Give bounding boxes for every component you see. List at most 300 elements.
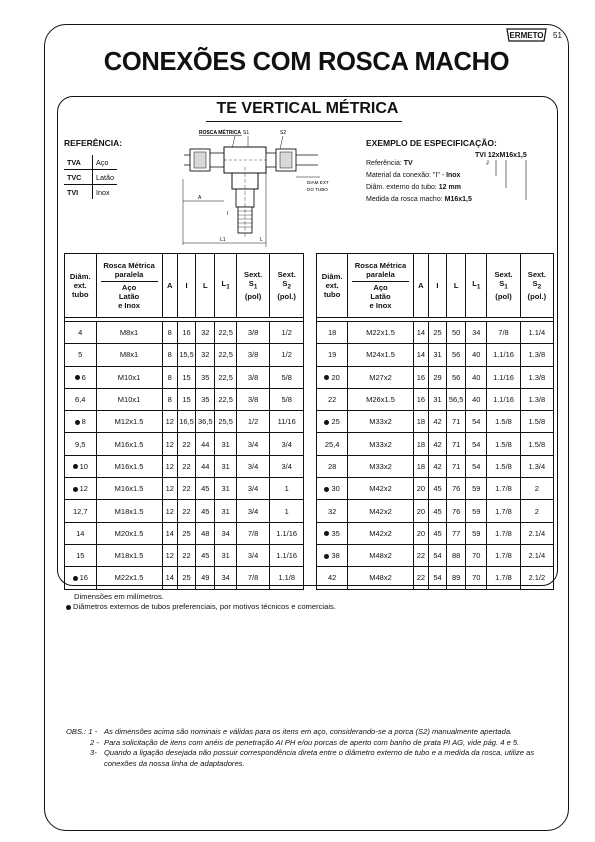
- header-a: A: [413, 254, 428, 318]
- cell-thread: M20x1.5: [96, 522, 162, 544]
- example-line-label: Material da conexão: "I" -: [366, 172, 447, 179]
- cell-s1: 3/4: [236, 433, 270, 455]
- observation-text: Para solicitação de itens com anéis de penetração AI PH e/ou porcas de aperto com banho de prata PI AG, vide pág. 4 e 5.: [104, 737, 520, 747]
- cell-l: 50: [447, 322, 466, 344]
- cell-a: 20: [413, 478, 428, 500]
- drawing-label-s1: S1: [243, 130, 250, 136]
- cell-i: 25: [177, 567, 195, 589]
- cell-a: 22: [413, 567, 428, 589]
- cell-thread: M42x2: [348, 500, 414, 522]
- header-i: I: [177, 254, 195, 318]
- cell-thread: M16x1.5: [96, 433, 162, 455]
- cell-s2: 1.1/4: [520, 322, 553, 344]
- observation-label: OBS.: 1 -: [66, 727, 98, 736]
- cell-diameter: [317, 500, 348, 522]
- cell-thread: M16x1.5: [96, 478, 162, 500]
- diameter-value: 14: [76, 528, 85, 538]
- cell-a: 14: [162, 522, 177, 544]
- cell-diameter: [65, 433, 97, 455]
- header-sub: 2: [537, 283, 542, 291]
- cell-a: 20: [413, 500, 428, 522]
- cell-diameter: [65, 322, 97, 344]
- table-row: [317, 455, 554, 477]
- section-title: TE VERTICAL MÉTRICA: [216, 100, 399, 117]
- header-line: [521, 279, 553, 292]
- preferred-dot-icon: [66, 605, 71, 610]
- diameter-value: 9,5: [75, 439, 86, 449]
- diameter-value: 22: [327, 395, 337, 405]
- cell-i: 15: [177, 388, 195, 410]
- cell-l: 32: [196, 344, 215, 366]
- cell-l: 32: [196, 322, 215, 344]
- cell-s2: 1.3/4: [520, 455, 553, 477]
- dimensions-table-left: [64, 253, 304, 590]
- diameter-value: 25,4: [324, 439, 340, 449]
- cell-thread: M18x1.5: [96, 500, 162, 522]
- cell-i: 16,5: [177, 411, 195, 433]
- cell-diameter: [317, 366, 348, 388]
- cell-a: 14: [413, 344, 428, 366]
- header-row: [317, 254, 554, 318]
- cell-a: 18: [413, 433, 428, 455]
- preferred-dot-icon: [324, 531, 329, 536]
- cell-l: 88: [447, 544, 466, 566]
- preferred-dot-icon: [73, 464, 78, 469]
- reference-material: Latão: [93, 170, 118, 185]
- cell-s1: 7/8: [236, 522, 270, 544]
- header-line: tubo: [72, 290, 89, 299]
- cell-diameter: [317, 388, 348, 410]
- cell-thread: M33x2: [348, 433, 414, 455]
- header-letter: S: [499, 279, 505, 289]
- diameter-value: 6,4: [75, 395, 86, 405]
- cell-l: 44: [196, 433, 215, 455]
- example-heading: EXEMPLO DE ESPECIFICAÇÃO:: [366, 138, 497, 148]
- header-thread: [348, 254, 414, 318]
- cell-l1: 59: [466, 500, 487, 522]
- ermeto-logo: [505, 27, 548, 43]
- cell-diameter: [65, 366, 97, 388]
- header-line: [237, 279, 270, 292]
- diameter-value: 38: [331, 551, 340, 561]
- drawing-label-rosca: ROSCA MÉTRICA: [199, 130, 242, 136]
- cell-i: 42: [428, 411, 446, 433]
- example-line-label: Medida da rosca macho:: [366, 196, 445, 203]
- header-letter: S: [282, 279, 288, 289]
- cell-i: 16: [177, 322, 195, 344]
- cell-thread: M8x1: [96, 322, 162, 344]
- cell-l1: 31: [215, 500, 236, 522]
- cell-s1: 3/8: [236, 344, 270, 366]
- table-row: [65, 500, 304, 522]
- cell-diameter: [317, 455, 348, 477]
- cell-s2: 2: [520, 500, 553, 522]
- cell-l1: 40: [466, 366, 487, 388]
- cell-diameter: [65, 522, 97, 544]
- cell-diameter: [317, 322, 348, 344]
- diameter-value: 18: [327, 328, 337, 338]
- table-row: [317, 500, 554, 522]
- drawing-label-a: A: [198, 195, 202, 201]
- cell-diameter: [65, 478, 97, 500]
- cell-a: 12: [162, 433, 177, 455]
- cell-s2: 1.1/8: [270, 567, 304, 589]
- cell-i: 54: [428, 567, 446, 589]
- header-line: tubo: [323, 290, 341, 299]
- cell-diameter: [317, 411, 348, 433]
- table-row: [317, 544, 554, 566]
- cell-diameter: [65, 455, 97, 477]
- header-l1-sub: 1: [226, 283, 230, 291]
- header-line: Aço: [121, 283, 137, 292]
- header-s2: [520, 254, 553, 318]
- cell-thread: M48x2: [348, 544, 414, 566]
- table-row: [317, 366, 554, 388]
- preferred-dot-icon: [73, 576, 78, 581]
- cell-i: 15,5: [177, 344, 195, 366]
- cell-a: 8: [162, 366, 177, 388]
- cell-l: 45: [196, 500, 215, 522]
- cell-a: 8: [162, 344, 177, 366]
- cell-l: 49: [196, 567, 215, 589]
- cell-thread: M42x2: [348, 522, 414, 544]
- cell-l1: 31: [215, 544, 236, 566]
- cell-diameter: [317, 478, 348, 500]
- cell-l1: 34: [215, 567, 236, 589]
- cell-i: 22: [177, 500, 195, 522]
- cell-diameter: [317, 544, 348, 566]
- table-row: [317, 388, 554, 410]
- cell-thread: M33x2: [348, 411, 414, 433]
- header-line: Rosca Métrica: [354, 261, 407, 270]
- cell-l: 45: [196, 544, 215, 566]
- table-row: [65, 366, 304, 388]
- header-diameter: [65, 254, 97, 318]
- header-l1-sub: 1: [476, 283, 481, 291]
- cell-thread: M8x1: [96, 344, 162, 366]
- header-line: paralela: [114, 270, 144, 279]
- example-line-label: Referência:: [366, 160, 404, 167]
- reference-heading: REFERÊNCIA:: [64, 138, 123, 148]
- cell-s2: 3/4: [270, 455, 304, 477]
- diameter-value: 12,7: [72, 506, 88, 516]
- cell-l1: 31: [215, 433, 236, 455]
- cell-l1: 22,5: [215, 366, 236, 388]
- cell-l: 77: [447, 522, 466, 544]
- cell-a: 20: [413, 522, 428, 544]
- preferred-dot-icon: [324, 554, 329, 559]
- reference-row: [64, 185, 117, 200]
- cell-s1: 7/8: [236, 567, 270, 589]
- cell-thread: M26x1.5: [348, 388, 414, 410]
- cell-diameter: [65, 388, 97, 410]
- reference-block: [64, 138, 122, 199]
- header-line: Diâm.: [321, 272, 343, 281]
- drawing-label-l1: L1: [220, 237, 226, 243]
- cell-a: 12: [162, 411, 177, 433]
- table-row: [65, 411, 304, 433]
- cell-s1: 1.5/8: [487, 433, 520, 455]
- header-line: paralela: [366, 270, 395, 279]
- cell-i: 42: [428, 455, 446, 477]
- cell-a: 8: [162, 388, 177, 410]
- cell-thread: M12x1.5: [96, 411, 162, 433]
- cell-l1: 59: [466, 522, 487, 544]
- diameter-value: 10: [79, 461, 88, 471]
- header-line: (pol): [244, 291, 262, 301]
- cell-a: 18: [413, 411, 428, 433]
- cell-s1: 3/8: [236, 322, 270, 344]
- table-row: [65, 478, 304, 500]
- header-l1-text: L: [221, 279, 227, 289]
- header-line: Rosca Métrica: [103, 261, 155, 270]
- cell-l: 48: [196, 522, 215, 544]
- cell-diameter: [317, 433, 348, 455]
- cell-s2: 2.1/4: [520, 544, 553, 566]
- header-line: (pol.): [277, 291, 296, 301]
- cell-i: 25: [177, 522, 195, 544]
- table-row: [65, 322, 304, 344]
- cell-l: 35: [196, 388, 215, 410]
- preferred-dot-icon: [324, 420, 329, 425]
- cell-s2: 1.3/8: [520, 388, 553, 410]
- cell-s1: 1.7/8: [487, 478, 520, 500]
- header-row: [65, 254, 304, 318]
- cell-l1: 22,5: [215, 322, 236, 344]
- header-sub: 1: [504, 283, 508, 291]
- cell-i: 22: [177, 455, 195, 477]
- example-line-label: Diâm. externo do tubo:: [366, 184, 439, 191]
- cell-l: 44: [196, 455, 215, 477]
- cell-s1: 3/4: [236, 544, 270, 566]
- cell-s2: 11/16: [270, 411, 304, 433]
- observation-item: [66, 738, 556, 749]
- cell-a: 12: [162, 544, 177, 566]
- example-leader-lines: [486, 160, 546, 208]
- cell-thread: M24x1.5: [348, 344, 414, 366]
- header-line: Sext.: [277, 270, 296, 280]
- header-l1: [466, 254, 487, 318]
- cell-i: 25: [428, 322, 446, 344]
- cell-i: 31: [428, 344, 446, 366]
- table-row: [65, 344, 304, 366]
- reference-row: [64, 155, 117, 170]
- cell-thread: M10x1: [96, 366, 162, 388]
- header-l1-text: L: [472, 279, 477, 289]
- cell-l: 56: [447, 344, 466, 366]
- cell-i: 29: [428, 366, 446, 388]
- cell-a: 12: [162, 455, 177, 477]
- table-row: [317, 344, 554, 366]
- cell-s1: 1.5/8: [487, 455, 520, 477]
- header-sub: 2: [287, 283, 291, 291]
- cell-s2: 1.1/16: [270, 544, 304, 566]
- cell-i: 45: [428, 478, 446, 500]
- header-i: I: [428, 254, 446, 318]
- example-line: [366, 160, 413, 167]
- cell-l: 36,5: [196, 411, 215, 433]
- cell-s1: 1.7/8: [487, 522, 520, 544]
- cell-diameter: [317, 522, 348, 544]
- drawing-label-s2: S2: [280, 130, 287, 136]
- logo-text: ERMETO: [509, 31, 544, 41]
- header-line: (pol.): [527, 291, 547, 301]
- cell-s1: 1.1/16: [487, 366, 520, 388]
- observation-text: As dimensões acima são nominais e válidas para os itens em aço, considerando-se a porca (S2) manualmente apertada.: [104, 727, 513, 736]
- cell-thread: M10x1: [96, 388, 162, 410]
- cell-s2: 1: [270, 500, 304, 522]
- cell-l: 76: [447, 478, 466, 500]
- header-diameter: [317, 254, 348, 318]
- diameter-value: 19: [327, 350, 337, 360]
- cell-thread: M48x2: [348, 567, 414, 589]
- cell-s1: 1.5/8: [487, 411, 520, 433]
- diameter-value: 8: [81, 417, 86, 427]
- diameter-value: 4: [78, 328, 83, 338]
- table-row: [65, 433, 304, 455]
- cell-s1: 1/2: [236, 411, 270, 433]
- example-line: [366, 172, 460, 179]
- diameter-value: 5: [78, 350, 83, 360]
- cell-diameter: [65, 544, 97, 566]
- cell-i: 45: [428, 522, 446, 544]
- header-line: [270, 279, 303, 292]
- cell-l: 56,5: [447, 388, 466, 410]
- cell-thread: M22x1.5: [96, 567, 162, 589]
- observation-item: [66, 748, 556, 769]
- table-row: [65, 455, 304, 477]
- cell-l1: 34: [466, 322, 487, 344]
- cell-s1: 3/8: [236, 388, 270, 410]
- header-line: Latão: [370, 292, 391, 301]
- diameter-value: 16: [79, 573, 88, 583]
- header-line: (pol): [495, 291, 512, 301]
- title-underline: [206, 121, 402, 122]
- note-dimensions: Dimensões em milímetros.: [74, 592, 164, 601]
- reference-code: TVA: [64, 155, 93, 170]
- reference-code: TVC: [64, 170, 93, 185]
- cell-l1: 25,5: [215, 411, 236, 433]
- cell-thread: M33x2: [348, 455, 414, 477]
- header-l: L: [447, 254, 466, 318]
- preferred-dot-icon: [75, 420, 80, 425]
- reference-material: Aço: [93, 155, 118, 170]
- table-row: [65, 544, 304, 566]
- note-preferred-text: Diâmetros externos de tubos preferenciais, por motivos técnicos e comerciais.: [73, 602, 336, 611]
- cell-diameter: [65, 500, 97, 522]
- cell-i: 42: [428, 433, 446, 455]
- header-s1: [487, 254, 520, 318]
- cell-s2: 3/4: [270, 433, 304, 455]
- cell-s1: 1.7/8: [487, 500, 520, 522]
- cell-l: 76: [447, 500, 466, 522]
- cell-s1: 3/8: [236, 366, 270, 388]
- observation-label: 3-: [90, 748, 97, 757]
- preferred-dot-icon: [75, 375, 80, 380]
- cell-s1: 1.7/8: [487, 544, 520, 566]
- cell-diameter: [65, 567, 97, 589]
- header-s2: [270, 254, 304, 318]
- cell-l1: 40: [466, 388, 487, 410]
- header-line: Sext.: [527, 270, 546, 280]
- cell-l1: 40: [466, 344, 487, 366]
- cell-s2: 1.1/16: [270, 522, 304, 544]
- cell-a: 12: [162, 478, 177, 500]
- cell-s1: 1.1/16: [487, 388, 520, 410]
- cell-s1: 1.7/8: [487, 567, 520, 589]
- cell-a: 16: [413, 388, 428, 410]
- cell-s2: 1.5/8: [520, 411, 553, 433]
- cell-l1: 31: [215, 455, 236, 477]
- cell-l1: 31: [215, 478, 236, 500]
- example-line-value: M16x1,5: [444, 196, 472, 203]
- drawing-label-tubo: DO TUBO: [307, 187, 328, 192]
- example-line-value: 12 mm: [438, 184, 461, 191]
- drawing-label-l: L: [260, 237, 263, 243]
- cell-a: 14: [162, 567, 177, 589]
- observation-text: Quando a ligação desejada não possuir correspondência direta entre o diâmetro externo de tubo e a medida da rosca, utilize as conexões da nossa linha de adaptadores.: [104, 748, 535, 768]
- reference-table: [64, 155, 117, 199]
- preferred-dot-icon: [324, 375, 329, 380]
- header-line: Sext.: [244, 270, 263, 280]
- header-line: [487, 279, 519, 292]
- cell-s2: 1.3/8: [520, 366, 553, 388]
- specification-example: [366, 138, 527, 203]
- cell-i: 22: [177, 478, 195, 500]
- cell-a: 14: [413, 322, 428, 344]
- cell-i: 31: [428, 388, 446, 410]
- example-code: TVI 12xM16x1,5: [475, 152, 527, 159]
- diameter-value: 20: [331, 372, 340, 382]
- header-thread: [96, 254, 162, 318]
- cell-i: 54: [428, 544, 446, 566]
- cell-l1: 34: [215, 522, 236, 544]
- cell-s1: 7/8: [487, 322, 520, 344]
- page-title: CONEXÕES COM ROSCA MACHO: [103, 48, 510, 76]
- example-line: [366, 196, 472, 203]
- table-row: [317, 322, 554, 344]
- preferred-dot-icon: [324, 487, 329, 492]
- cell-s2: 1: [270, 478, 304, 500]
- diameter-value: 30: [331, 484, 340, 494]
- header-line: Diâm.: [69, 272, 91, 281]
- cell-l: 71: [447, 455, 466, 477]
- table-row: [317, 522, 554, 544]
- cell-thread: M16x1.5: [96, 455, 162, 477]
- cell-l1: 54: [466, 433, 487, 455]
- header-separator: [352, 281, 409, 282]
- note-preferred: [66, 602, 336, 612]
- cell-l: 45: [196, 478, 215, 500]
- cell-a: 22: [413, 544, 428, 566]
- header-line: ext.: [325, 281, 339, 290]
- cell-thread: M18x1.5: [96, 544, 162, 566]
- cell-s1: 1.1/16: [487, 344, 520, 366]
- cell-thread: M22x1.5: [348, 322, 414, 344]
- cell-s1: 3/4: [236, 455, 270, 477]
- cell-s2: 1.3/8: [520, 344, 553, 366]
- cell-s2: 1.5/8: [520, 433, 553, 455]
- table-row: [317, 411, 554, 433]
- cell-s1: 3/4: [236, 478, 270, 500]
- cell-l1: 22,5: [215, 344, 236, 366]
- cell-a: 16: [413, 366, 428, 388]
- reference-code: TVI: [64, 185, 93, 200]
- table-row: [317, 567, 554, 589]
- cell-a: 12: [162, 500, 177, 522]
- cell-thread: M42x2: [348, 478, 414, 500]
- example-line-value: TV: [403, 160, 413, 167]
